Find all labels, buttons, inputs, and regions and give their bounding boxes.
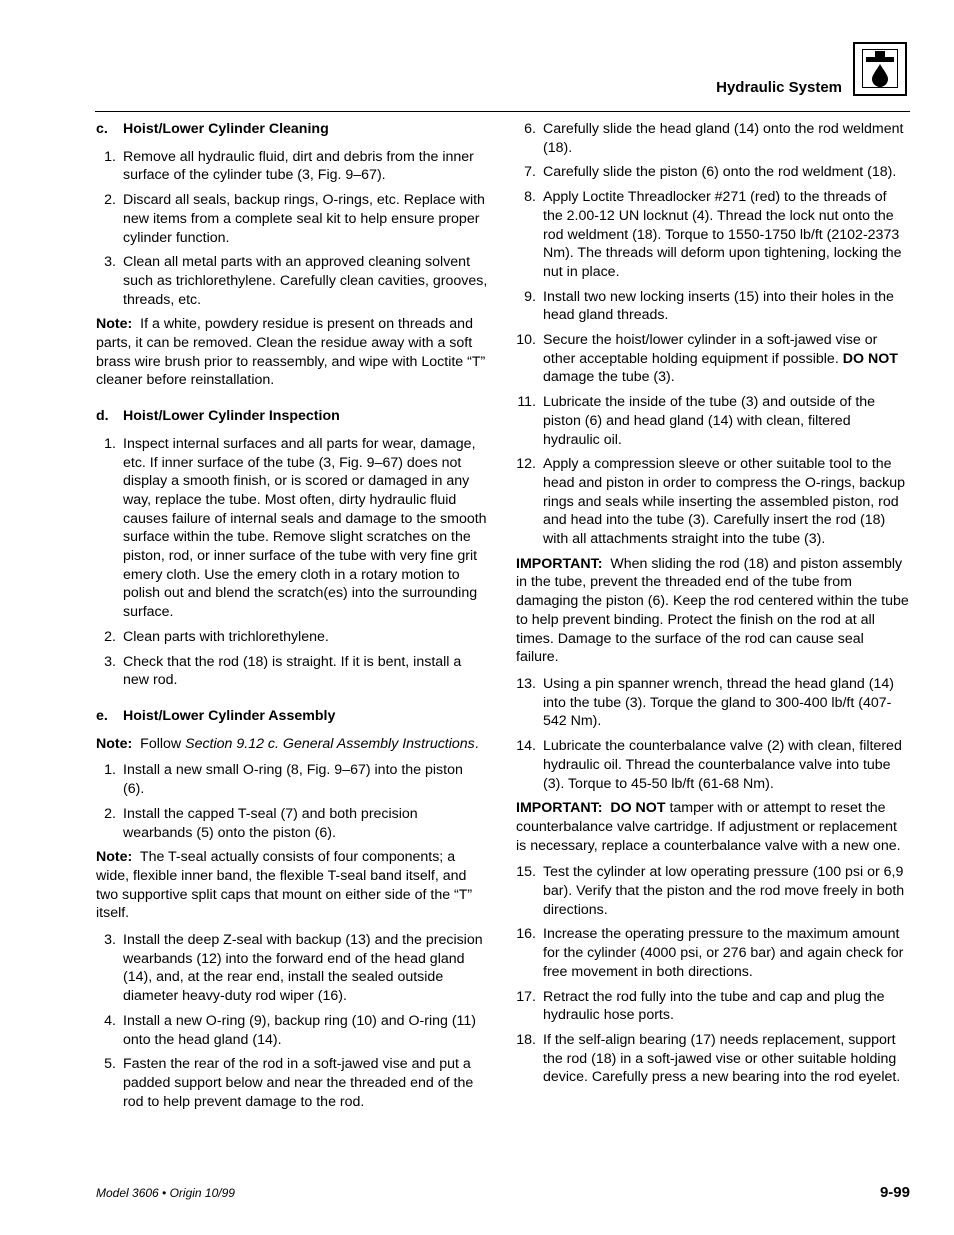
item-text: Test the cylinder at low operating pressure (100 psi or 6,9 bar). Verify that the piston and the rod move freely in both directions. (543, 864, 905, 918)
page-header-title: Hydraulic System (716, 79, 842, 96)
item-number: 10. (516, 332, 536, 349)
item-number: 2. (104, 628, 116, 645)
item-text: Install the capped T-seal (7) and both precision wearbands (5) onto the piston (6). (123, 805, 418, 841)
list-item (516, 675, 910, 731)
note-text: If a white, powdery residue is present on threads and parts, it can be removed. Clean the residue away with a soft brass wire brush prior to reassembly, and wipe with Loctite “T” cleaner before reinstallation. (96, 316, 486, 389)
item-text: Carefully slide the piston (6) onto the rod weldment (18). (543, 164, 897, 181)
item-number: 1. (104, 148, 116, 165)
list-item (516, 188, 910, 282)
note-label: Note: (96, 316, 133, 333)
item-number: 6. (524, 121, 536, 137)
item-text: Apply Loctite Threadlocker #271 (red) to the threads of the 2.00-12 UN locknut (4). Thread the lock nut onto the rod weldment (18). Torque to 1550-1750 lb/ft (2102-2373 Nm). The threads will deform upon tightening, locking the nut in place. (543, 189, 902, 280)
list-item (96, 628, 488, 647)
item-text: Lubricate the inside of the tube (3) and outside of the piston (6) and head gland (14) with clean, filtered hydraulic oil. (543, 394, 876, 448)
item-number: 15. (516, 864, 536, 881)
section-label: e. (96, 707, 108, 724)
item-number: 12. (516, 456, 536, 473)
important-label: IMPORTANT: (516, 555, 603, 572)
item-text: Increase the operating pressure to the maximum amount for the cylinder (4000 psi, or 276 bar) and again check for free movement in both directions. (543, 926, 904, 980)
list-item (96, 761, 488, 798)
section-label: d. (96, 408, 109, 425)
item-number: 16. (516, 926, 536, 943)
note-text: Follow (140, 735, 182, 752)
list-item (96, 253, 488, 309)
item-text: Install a new small O-ring (8, Fig. 9–67) into the piston (6). (123, 762, 463, 798)
important-paragraph (516, 555, 910, 667)
item-text: Install the deep Z-seal with backup (13) and the precision wearbands (12) into the forward end of the head gland (14), and, at the rear end, install the sealed outside diameter heavy-duty rod wiper (16). (123, 932, 483, 1005)
header-divider (95, 111, 910, 112)
item-text: Remove all hydraulic fluid, dirt and debris from the inner surface of the cylinder tube (3, Fig. 9–67). (123, 148, 474, 184)
note-end: . (474, 735, 479, 752)
list-item (516, 925, 910, 981)
list-item (96, 931, 488, 1006)
list-item (516, 455, 910, 549)
warning-emphasis: DO NOT (610, 800, 666, 817)
note-paragraph (96, 848, 488, 923)
item-text: Lubricate the counterbalance valve (2) with clean, filtered hydraulic oil. Thread the counterbalance valve into tube (3). Torque to 45-50 lb/ft (61-68 Nm). (543, 738, 902, 792)
list-item (516, 120, 910, 157)
item-number: 3. (104, 254, 116, 271)
list-item (516, 163, 910, 182)
list-item (96, 1055, 488, 1111)
page-number: 9-99 (879, 1184, 910, 1201)
list-item (516, 393, 910, 449)
section-reference: Section 9.12 c. General Assembly Instructions (185, 735, 475, 752)
important-label: IMPORTANT: (516, 800, 603, 817)
item-number: 13. (516, 675, 536, 692)
item-text: Install two new locking inserts (15) into their holes in the head gland threads. (543, 288, 894, 324)
item-number: 7. (524, 164, 536, 181)
item-number: 3. (104, 932, 116, 949)
item-number: 5. (104, 1056, 116, 1073)
hydraulic-oil-drop-icon (853, 42, 907, 96)
list-item (96, 1012, 488, 1049)
note-label: Note: (96, 735, 133, 752)
note-label: Note: (96, 849, 133, 866)
list-item (516, 1031, 910, 1087)
item-number: 14. (516, 738, 536, 755)
list-item (516, 863, 910, 919)
note-paragraph (96, 735, 488, 754)
item-number: 9. (524, 288, 536, 305)
item-text: Using a pin spanner wrench, thread the head gland (14) into the tube (3). Torque the gland to 300-400 lb/ft (407-542 Nm). (543, 675, 894, 730)
list-item (516, 288, 910, 325)
important-paragraph (516, 799, 910, 855)
item-text: Discard all seals, backup rings, O-rings, etc. Replace with new items from a complete seal kit to help ensure proper cylinder function. (123, 192, 485, 246)
item-text: Carefully slide the head gland (14) onto the rod weldment (18). (543, 121, 904, 156)
item-text-end: damage the tube (3). (543, 369, 675, 386)
item-number: 2. (104, 192, 116, 209)
list-item (96, 435, 488, 622)
important-text: When sliding the rod (18) and piston assembly in the tube, prevent the threaded end of the tube from damaging the piston (6). Keep the rod centered within the tube to help prevent binding. Protect the finish on the rod at all times. Damage to the surface of the rod can cause seal failure. (516, 555, 909, 666)
item-number: 3. (104, 653, 116, 670)
note-paragraph (96, 315, 488, 390)
list-item (96, 653, 488, 690)
list-item (96, 191, 488, 247)
section-title: Hoist/Lower Cylinder Assembly (123, 707, 336, 724)
section-title: Hoist/Lower Cylinder Cleaning (123, 121, 329, 137)
footer-model-info: Model 3606 • Origin 10/99 (96, 1186, 235, 1200)
note-text: The T-seal actually consists of four components; a wide, flexible inner band, the flexible T-seal band itself, and two supportive split caps that mount on either side of the “T” itself. (96, 849, 473, 922)
right-column (516, 120, 910, 1093)
item-number: 18. (516, 1031, 536, 1048)
item-number: 17. (516, 988, 536, 1005)
list-item (96, 805, 488, 842)
important-text: tamper with or attempt to reset the counterbalance valve cartridge. If adjustment or replacement is necessary, replace a counterbalance valve with a new one. (516, 800, 901, 854)
item-text: Apply a compression sleeve or other suitable tool to the head and piston in order to compress the O-rings, backup rings and seals while inserting the assembled piston, rod and head into the tube (3). Carefully insert the rod (18) with all attachments straight into the tube (3). (543, 456, 905, 548)
item-text: Check that the rod (18) is straight. If it is bent, install a new rod. (123, 653, 462, 689)
left-column (96, 120, 488, 1117)
item-text: Clean all metal parts with an approved cleaning solvent such as trichlorethylene. Carefully clean cavities, grooves, threads, etc. (123, 254, 488, 308)
section-heading-c (96, 120, 488, 139)
section-label: c. (96, 121, 108, 137)
section-heading-d (96, 407, 488, 426)
warning-emphasis: DO NOT (842, 350, 898, 367)
item-text: Install a new O-ring (9), backup ring (10) and O-ring (11) onto the head gland (14). (123, 1012, 476, 1048)
item-text: If the self-align bearing (17) needs replacement, support the rod (18) in a soft-jawed vise or other suitable holding device. Carefully press a new bearing into the rod eyelet. (543, 1031, 901, 1086)
list-item (516, 988, 910, 1025)
list-item (516, 331, 910, 387)
list-item (96, 148, 488, 185)
item-number: 1. (104, 435, 116, 452)
item-text: Secure the hoist/lower cylinder in a soft-jawed vise or other acceptable holding equipment if possible. (543, 332, 878, 367)
item-number: 4. (104, 1012, 116, 1029)
item-text: Clean parts with trichlorethylene. (123, 628, 329, 645)
item-text: Inspect internal surfaces and all parts for wear, damage, etc. If inner surface of the tube (3, Fig. 9–67) does not display a smooth finish, or is scored or damaged in any way, replace the tube. Most often, dirty hydraulic fluid causes failure of internal seals and damage to the smooth surface within the tube. Remove slight scratches on the piston, rod, or inner surface of the tube with very fine grit emery cloth. Use the emery cloth in a rotary motion to polish out and blend the scratch(es) into the surrounding surface. (123, 435, 487, 621)
item-text: Retract the rod fully into the tube and cap and plug the hydraulic hose ports. (543, 988, 885, 1024)
section-title: Hoist/Lower Cylinder Inspection (123, 408, 340, 425)
item-number: 8. (524, 189, 536, 206)
section-heading-e (96, 707, 488, 726)
list-item (516, 737, 910, 793)
item-number: 1. (104, 762, 116, 779)
item-number: 2. (104, 805, 116, 822)
item-text: Fasten the rear of the rod in a soft-jawed vise and put a padded support below and near the threaded end of the rod to help prevent damage to the rod. (123, 1056, 474, 1110)
item-number: 11. (517, 394, 536, 411)
